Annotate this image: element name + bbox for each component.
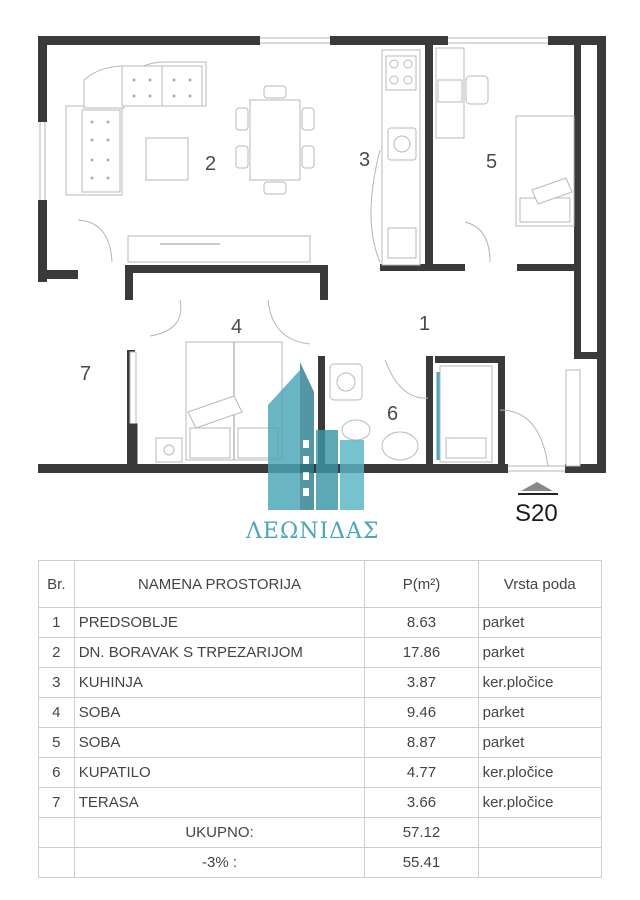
unit-arrow-icon — [521, 482, 553, 491]
logo-text: ΛΕΩΝΙΔΑΣ — [246, 519, 380, 544]
room-table — [38, 560, 602, 878]
row-area: 8.63 — [365, 608, 478, 638]
table-row — [39, 728, 602, 758]
row-floor: ker.pločice — [478, 758, 601, 788]
room5-door-swing — [465, 222, 490, 262]
kitchen-door-swing — [371, 150, 380, 262]
room-rows — [39, 608, 602, 878]
row-name: SOBA — [74, 728, 365, 758]
row-floor: parket — [478, 698, 601, 728]
room-number-4: 4 — [231, 316, 243, 338]
row-no: 2 — [39, 638, 75, 668]
header-floor: Vrsta poda — [478, 561, 601, 608]
bed-room-4 — [156, 342, 282, 462]
reduced-value: 55.41 — [365, 848, 478, 878]
row-area: 3.87 — [365, 668, 478, 698]
row-no: 6 — [39, 758, 75, 788]
table-row — [39, 608, 602, 638]
reduced-total-row — [39, 848, 602, 878]
header-name: NAMENA PROSTORIJA — [74, 561, 365, 608]
reduced-label: -3% : — [74, 848, 365, 878]
room-number-6: 6 — [387, 403, 399, 425]
room-number-2: 2 — [205, 153, 217, 175]
room4-door-swing — [150, 300, 181, 336]
table-row — [39, 668, 602, 698]
bath-door-swing — [385, 360, 428, 398]
row-floor: parket — [478, 638, 601, 668]
row-floor: ker.pločice — [478, 668, 601, 698]
row-floor: parket — [478, 608, 601, 638]
tv-unit — [128, 236, 310, 262]
row-name: SOBA — [74, 698, 365, 728]
row-name: TERASA — [74, 788, 365, 818]
table-row — [39, 788, 602, 818]
kitchen-counter — [382, 50, 420, 265]
entrance-door-swing — [500, 410, 548, 466]
row-name: DN. BORAVAK S TRPEZARIJOM — [74, 638, 365, 668]
total-value: 57.12 — [365, 818, 478, 848]
row-area: 4.77 — [365, 758, 478, 788]
row-name: KUHINJA — [74, 668, 365, 698]
row-area: 3.66 — [365, 788, 478, 818]
table-header-row — [39, 561, 602, 608]
table-row — [39, 758, 602, 788]
room-number-5: 5 — [486, 151, 498, 173]
row-no: 7 — [39, 788, 75, 818]
room-number-1: 1 — [419, 313, 431, 335]
room4-door2-swing — [268, 300, 310, 344]
row-area: 9.46 — [365, 698, 478, 728]
row-area: 17.86 — [365, 638, 478, 668]
table-row — [39, 638, 602, 668]
row-no: 1 — [39, 608, 75, 638]
header-no: Br. — [39, 561, 75, 608]
room-number-7: 7 — [80, 363, 92, 385]
total-label: UKUPNO: — [74, 818, 365, 848]
dining-table — [236, 86, 314, 194]
row-name: PREDSOBLJE — [74, 608, 365, 638]
row-floor: parket — [478, 728, 601, 758]
bed-room-5 — [436, 48, 574, 226]
row-no: 3 — [39, 668, 75, 698]
room-number-3: 3 — [359, 149, 371, 171]
row-area: 8.87 — [365, 728, 478, 758]
row-name: KUPATILO — [74, 758, 365, 788]
terrace-wall — [130, 424, 137, 464]
row-no: 4 — [39, 698, 75, 728]
coffee-table — [146, 138, 188, 180]
header-area: P(m²) — [365, 561, 478, 608]
unit-label: S20 — [515, 500, 558, 527]
row-no: 5 — [39, 728, 75, 758]
total-row — [39, 818, 602, 848]
table-row — [39, 698, 602, 728]
terrace-door-swing — [78, 220, 112, 262]
row-floor: ker.pločice — [478, 788, 601, 818]
